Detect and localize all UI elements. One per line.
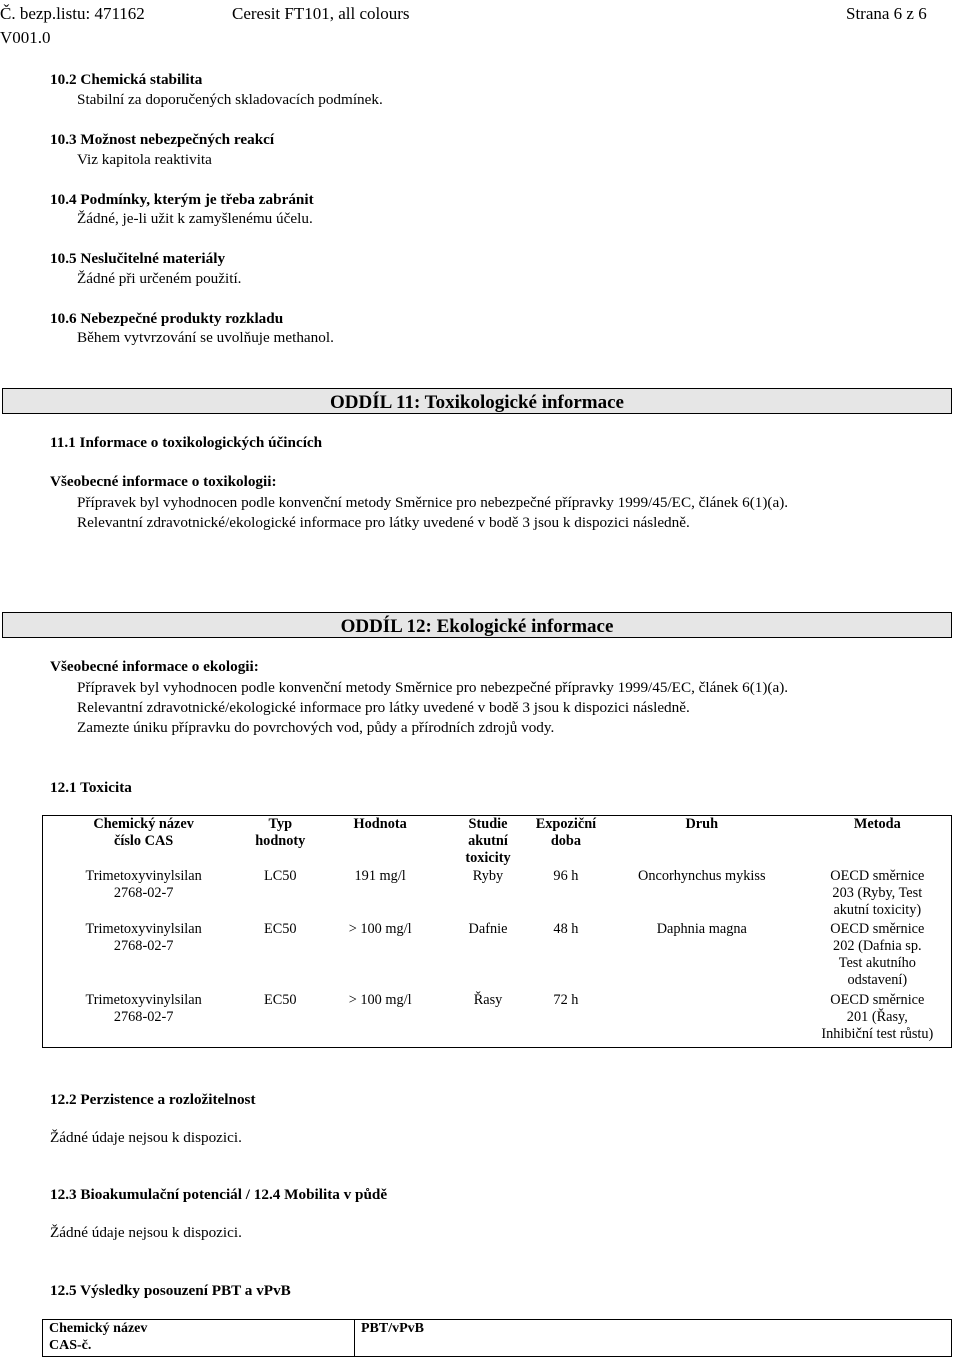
s12-2-title: 12.2 Perzistence a rozložitelnost [50,1091,256,1108]
s12-1-title: 12.1 Toxicita [50,779,132,796]
s12-2-text: Žádné údaje nejsou k dispozici. [50,1129,242,1146]
section-12-heading [2,612,952,638]
doc-number: Č. bezp.listu: 471162 [0,4,145,23]
s11-general-title: Všeobecné informace o toxikologii: [50,473,277,490]
pbt-table [42,1319,952,1357]
s10-2-text: Stabilní za doporučených skladovacích podmínek. [77,91,383,108]
s10-3-title: 10.3 Možnost nebezpečných reakcí [50,131,275,148]
section-11-heading [2,388,952,414]
toxicity-header-row [43,816,952,868]
s12-line-1: Přípravek byl vyhodnocen podle konvenční metody Směrnice pro nebezpečné přípravky 1999/45/EC, článek 6(1)(a). [77,679,789,696]
th-type: Typ hodnoty [255,816,306,850]
pbt-th-pbt: PBT/vPvB [355,1320,952,1357]
s10-5-title: 10.5 Neslučitelné materiály [50,250,226,267]
product-name: Ceresit FT101, all colours [232,4,410,23]
th-name: Chemický název číslo CAS [93,816,194,850]
section-11-heading-text: ODDÍL 11: Toxikologické informace [330,392,624,413]
table-row: Trimetoxyvinylsilan 2768-02-7 EC50 > 100 mg/l Dafnie 48 h Daphnia magna OECD směrnice 202 (Dafnia sp. Test akutního odstavení) [85,920,925,988]
table-row: Trimetoxyvinylsilan 2768-02-7 LC50 191 mg/l Ryby 96 h Oncorhynchus mykiss OECD směrnice 203 (Ryby, Test akutní toxicity) [85,867,925,918]
s10-2-title: 10.2 Chemická stabilita [50,71,203,88]
doc-version: V001.0 [0,28,51,47]
pbt-th-name: Chemický název CAS-č. [43,1320,355,1357]
page-number: Strana 6 z 6 [846,4,927,23]
s11-line-2: Relevantní zdravotnické/ekologické informace pro látky uvedené v bodě 3 jsou k dispozici následně. [77,514,690,531]
th-value: Hodnota [353,816,407,832]
toxicity-table [42,815,952,1048]
th-exposure: Expoziční doba [535,816,597,850]
s10-6-text: Během vytvrzování se uvolňuje methanol. [77,329,334,346]
s11-1-title: 11.1 Informace o toxikologických účincích [50,434,323,451]
s12-5-title: 12.5 Výsledky posouzení PBT a vPvB [50,1282,291,1299]
th-study: Studie akutní toxicity [465,816,511,867]
s10-6-title: 10.6 Nebezpečné produkty rozkladu [50,310,284,327]
s10-3-text: Viz kapitola reaktivita [77,151,212,168]
table-row: Trimetoxyvinylsilan 2768-02-7 EC50 > 100 mg/l Řasy 72 h OECD směrnice 201 (Řasy, Inhibiční test růstu) [85,991,934,1042]
s12-general-title: Všeobecné informace o ekologii: [50,658,259,675]
s10-5-text: Žádné při určeném použití. [77,270,242,287]
section-12-heading-text: ODDÍL 12: Ekologické informace [340,616,614,637]
s10-4-text: Žádné, je-li užit k zamyšlenému účelu. [77,210,313,227]
s11-line-1: Přípravek byl vyhodnocen podle konvenční metody Směrnice pro nebezpečné přípravky 1999/45/EC, článek 6(1)(a). [77,494,789,511]
th-method: Metoda [853,816,901,832]
s10-4-title: 10.4 Podmínky, kterým je třeba zabránit [50,191,314,208]
pbt-header-row [43,1320,952,1357]
s12-3-title: 12.3 Bioakumulační potenciál / 12.4 Mobilita v půdě [50,1186,388,1203]
th-species: Druh [685,816,719,832]
s12-line-3: Zamezte úniku přípravku do povrchových vod, půdy a přírodních zdrojů vody. [77,719,555,736]
s12-line-2: Relevantní zdravotnické/ekologické informace pro látky uvedené v bodě 3 jsou k dispozici následně. [77,699,690,716]
s12-3-text: Žádné údaje nejsou k dispozici. [50,1224,242,1241]
